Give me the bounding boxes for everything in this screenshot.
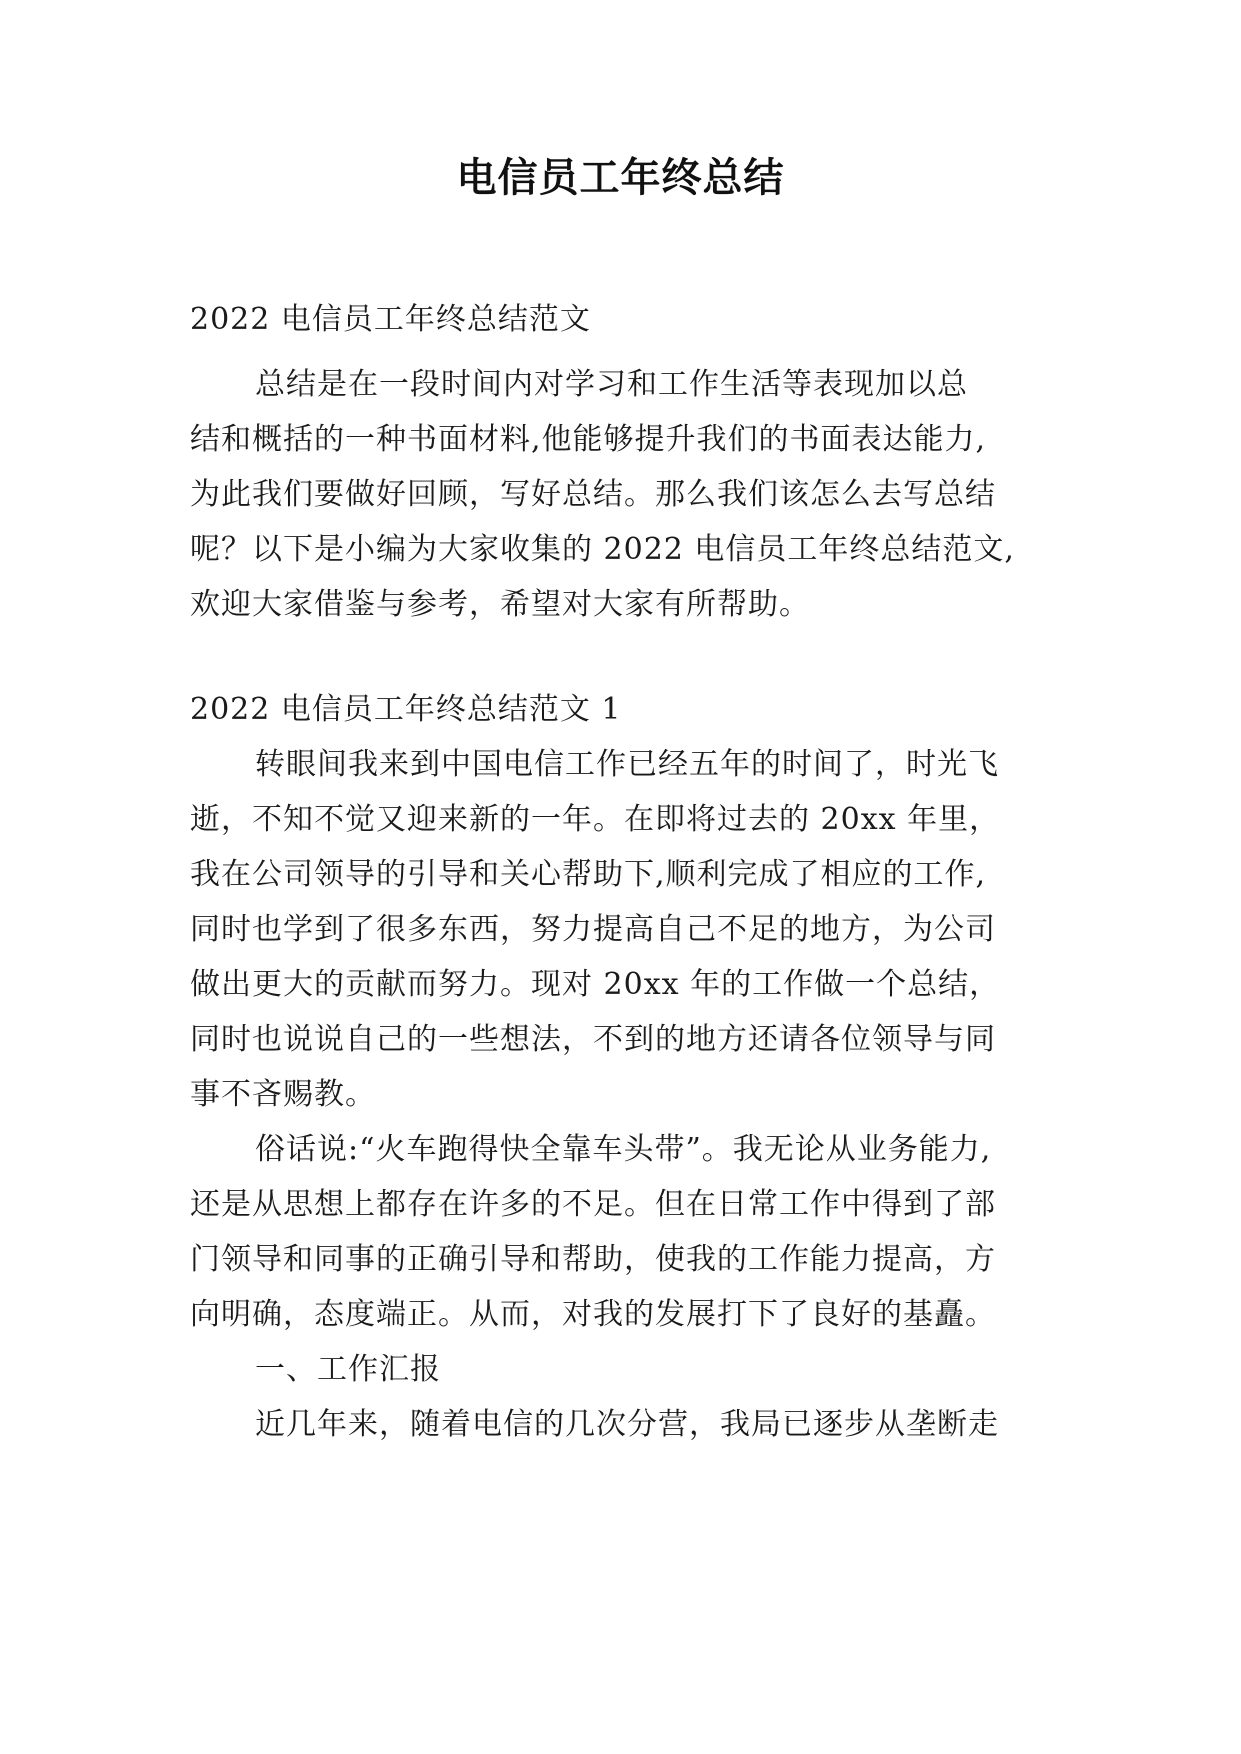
- body-line-12: 近几年来，随着电信的几次分营，我局已逐步从垄断走: [255, 1407, 999, 1442]
- body-line-9: 还是从思想上都存在许多的不足。但在日常工作中得到了部: [190, 1187, 996, 1222]
- body-line-4: 同时也学到了很多东西，努力提高自己不足的地方，为公司: [190, 912, 996, 947]
- intro-line-2: 结和概括的一种书面材料,他能够提升我们的书面表达能力,: [190, 422, 987, 457]
- body-line-3: 我在公司领导的引导和关心帮助下,顺利完成了相应的工作,: [190, 857, 987, 892]
- intro-line-3: 为此我们要做好回顾，写好总结。那么我们该怎么去写总结: [190, 477, 996, 512]
- section-heading: 2022 电信员工年终总结范文 1: [190, 692, 622, 727]
- intro-line-5: 欢迎大家借鉴与参考，希望对大家有所帮助。: [190, 587, 810, 622]
- subtitle-line: 2022 电信员工年终总结范文: [190, 302, 591, 337]
- intro-line-4: 呢？以下是小编为大家收集的 2022 电信员工年终总结范文,: [190, 532, 1015, 567]
- body-line-10: 门领导和同事的正确引导和帮助，使我的工作能力提高，方: [190, 1242, 996, 1277]
- body-line-7: 事不吝赐教。: [190, 1077, 376, 1112]
- body-line-2: 逝，不知不觉又迎来新的一年。在即将过去的 20xx 年里，: [190, 802, 1001, 837]
- subsection-heading: 一、工作汇报: [255, 1352, 441, 1387]
- body-line-6: 同时也说说自己的一些想法，不到的地方还请各位领导与同: [190, 1022, 996, 1057]
- body-line-11: 向明确，态度端正。从而，对我的发展打下了良好的基矗。: [190, 1297, 996, 1332]
- document-title: 电信员工年终总结: [456, 155, 785, 201]
- body-line-5: 做出更大的贡献而努力。现对 20xx 年的工作做一个总结，: [190, 967, 1001, 1002]
- body-line-8: 俗话说:“火车跑得快全靠车头带”。我无论从业务能力,: [255, 1132, 992, 1167]
- body-line-1: 转眼间我来到中国电信工作已经五年的时间了，时光飞: [255, 747, 999, 782]
- intro-line-1: 总结是在一段时间内对学习和工作生活等表现加以总: [255, 367, 968, 402]
